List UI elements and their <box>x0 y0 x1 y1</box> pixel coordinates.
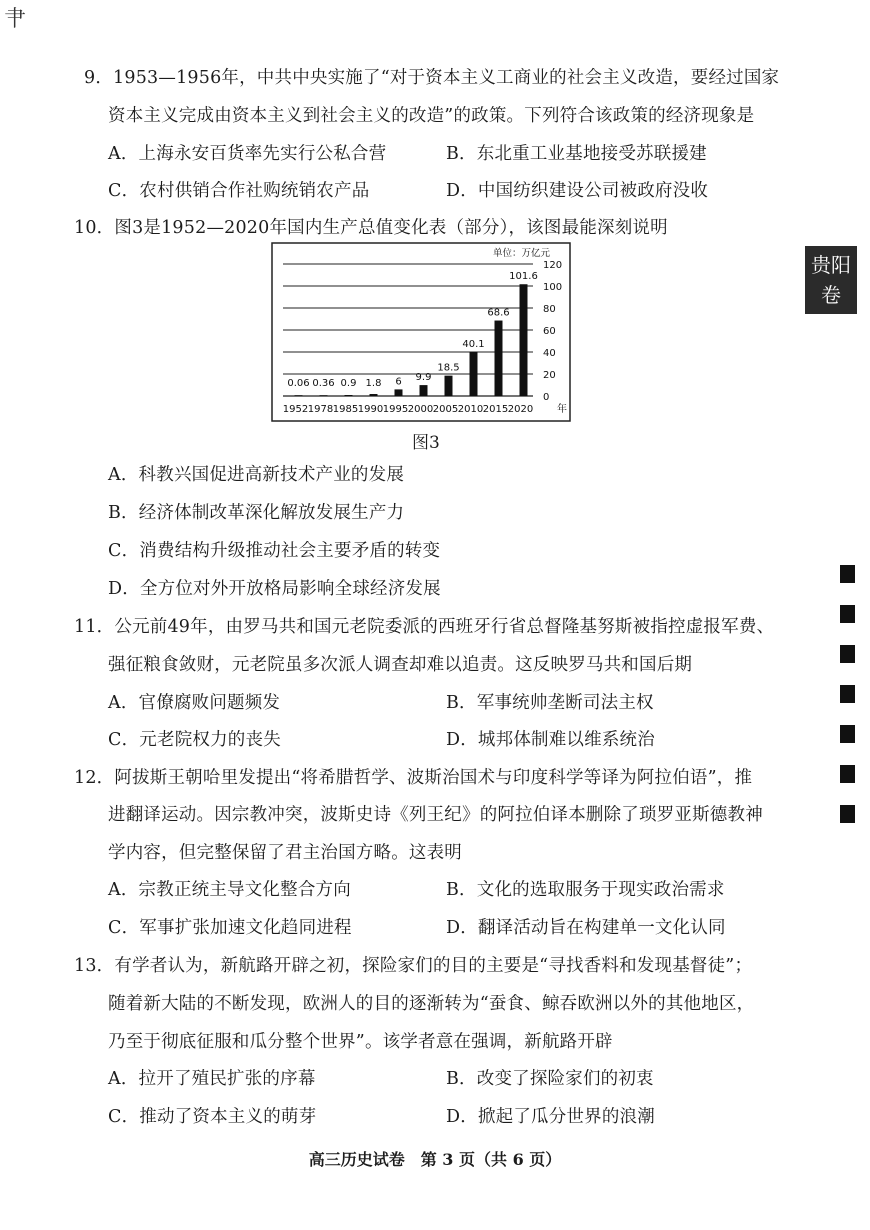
y-tick-label: 60 <box>543 326 556 337</box>
q13-line-1: 13．有学者认为，新航路开辟之初，探险家们的目的主要是“寻找香料和发现基督徒”； <box>74 956 753 976</box>
q9-option-d: D．中国纺织建设公司被政府没收 <box>446 181 709 201</box>
x-tick-label: 1990 <box>357 404 384 415</box>
bar-value-label: 0.9 <box>340 378 357 389</box>
bar-value-label: 0.36 <box>312 378 335 389</box>
q11-line-2: 强征粮食敛财，元老院虽多次派人调查却难以追责。这反映罗马共和国后期 <box>108 655 693 675</box>
page-footer: 高三历史试卷 第 3 页（共 6 页） <box>308 1150 562 1169</box>
bar-value-label: 1.8 <box>365 378 382 389</box>
q11-option-b: B．军事统帅垄断司法主权 <box>446 693 654 713</box>
region-tab <box>805 246 857 314</box>
side-mark <box>840 605 855 623</box>
side-mark <box>840 565 855 583</box>
x-tick-label: 1952 <box>282 404 309 415</box>
chart-bar <box>520 284 528 396</box>
y-tick-label: 100 <box>543 282 563 293</box>
q9-option-b: B．东北重工业基地接受苏联援建 <box>446 144 707 164</box>
gdp-chart-svg <box>271 242 571 422</box>
side-marks <box>840 565 858 845</box>
q12-option-b: B．文化的选取服务于现实政治需求 <box>446 880 725 900</box>
chart-bar <box>420 385 428 396</box>
q12-line-1: 12．阿拔斯王朝哈里发提出“将希腊哲学、波斯治国术与印度科学等译为阿拉伯语”，推 <box>74 768 753 788</box>
q13-option-a: A．拉开了殖民扩张的序幕 <box>108 1069 316 1089</box>
x-tick-label: 2020 <box>507 404 534 415</box>
x-tick-label: 2015 <box>482 404 509 415</box>
bar-value-label: 0.06 <box>287 378 310 389</box>
q10-option-b: B．经济体制改革深化解放发展生产力 <box>108 503 405 523</box>
chart-bar <box>445 376 453 396</box>
q11-option-d: D．城邦体制难以维系统治 <box>446 730 655 750</box>
bar-value-label: 9.9 <box>415 372 432 384</box>
chart-bar <box>470 352 478 396</box>
q9-option-c: C．农村供销合作社购统销农产品 <box>108 181 370 201</box>
bar-value-label: 68.6 <box>487 307 510 319</box>
y-tick-label: 120 <box>543 260 563 271</box>
q13-option-d: D．掀起了瓜分世界的浪潮 <box>446 1107 655 1127</box>
side-mark <box>840 645 855 663</box>
bar-value-label: 18.5 <box>437 362 460 374</box>
q10-line-1: 10．图3是1952—2020年国内生产总值变化表（部分），该图最能深刻说明 <box>74 218 668 238</box>
x-tick-label: 2010 <box>457 404 484 415</box>
chart-bar <box>345 395 353 396</box>
y-tick-label: 0 <box>543 392 550 403</box>
q10-option-a: A．科教兴国促进高新技术产业的发展 <box>108 465 405 485</box>
corner-scan-mark: 肀 <box>4 7 27 32</box>
q12-line-2: 进翻译运动。因宗教冲突，波斯史诗《列王纪》的阿拉伯译本删除了琐罗亚斯德教神 <box>108 805 763 825</box>
side-mark <box>840 805 855 823</box>
bar-value-label: 101.6 <box>509 271 538 283</box>
figure-caption: 图3 <box>412 433 440 453</box>
q13-option-c: C．推动了资本主义的萌芽 <box>108 1107 317 1127</box>
q10-option-c: C．消费结构升级推动社会主要矛盾的转变 <box>108 541 441 561</box>
bar-value-label: 40.1 <box>462 338 485 350</box>
side-mark <box>840 685 855 703</box>
x-tick-label: 1978 <box>307 404 334 415</box>
x-tick-label: 2000 <box>407 404 434 415</box>
q12-option-a: A．宗教正统主导文化整合方向 <box>108 880 351 900</box>
x-tick-label: 1995 <box>382 404 409 415</box>
q13-option-b: B．改变了探险家们的初衷 <box>446 1069 654 1089</box>
q12-option-c: C．军事扩张加速文化趋同进程 <box>108 918 352 938</box>
gdp-chart <box>271 242 571 422</box>
chart-bar <box>295 395 303 396</box>
region-tab-label: 贵阳卷 <box>811 253 851 307</box>
y-tick-label: 80 <box>543 304 556 315</box>
q12-line-3: 学内容，但完整保留了君主治国方略。这表明 <box>108 843 462 863</box>
side-mark <box>840 765 855 783</box>
chart-bar <box>495 321 503 396</box>
q12-option-d: D．翻译活动旨在构建单一文化认同 <box>446 918 726 938</box>
q10-option-d: D．全方位对外开放格局影响全球经济发展 <box>108 579 441 599</box>
chart-bar <box>395 389 403 396</box>
q13-line-3: 乃至于彻底征服和瓜分整个世界”。该学者意在强调，新航路开辟 <box>108 1032 613 1052</box>
q13-line-2: 随着新大陆的不断发现，欧洲人的目的逐渐转为“蚕食、鲸吞欧洲以外的其他地区， <box>108 994 755 1014</box>
q9-line-1: 9．1953—1956年，中共中央实施了“对于资本主义工商业的社会主义改造，要经过国家 <box>84 68 780 88</box>
q11-line-1: 11．公元前49年，由罗马共和国元老院委派的西班牙行省总督隆基努斯被指控虚报军费、 <box>74 617 775 637</box>
bar-value-label: 6 <box>395 376 402 388</box>
y-tick-label: 20 <box>543 370 556 381</box>
side-mark <box>840 725 855 743</box>
x-tick-label: 2005 <box>432 404 459 415</box>
q9-line-2: 资本主义完成由资本主义到社会主义的改造”的政策。下列符合该政策的经济现象是 <box>108 106 755 126</box>
x-axis-label: 年 <box>557 404 567 415</box>
q9-option-a: A．上海永安百货率先实行公私合营 <box>108 144 387 164</box>
chart-bar <box>370 394 378 396</box>
q11-option-c: C．元老院权力的丧失 <box>108 730 281 750</box>
q11-option-a: A．官僚腐败问题频发 <box>108 693 281 713</box>
y-tick-label: 40 <box>543 348 556 359</box>
x-tick-label: 1985 <box>332 404 359 415</box>
unit-label: 单位：万亿元 <box>493 248 551 259</box>
chart-bar <box>320 395 328 396</box>
